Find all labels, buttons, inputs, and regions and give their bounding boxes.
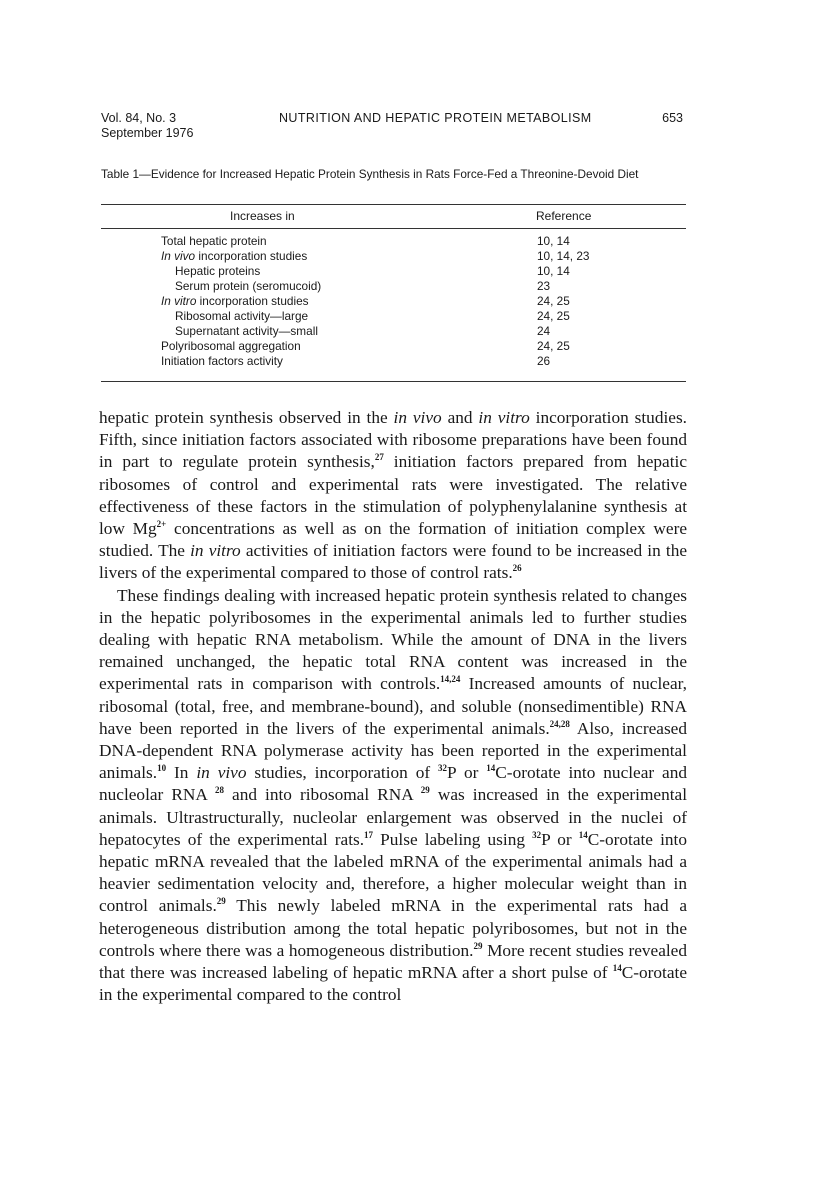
superscript: 14 xyxy=(486,763,496,774)
row-label: Serum protein (seromucoid) xyxy=(175,279,322,293)
running-title: NUTRITION AND HEPATIC PROTEIN METABOLISM xyxy=(279,111,592,125)
issue-date: September 1976 xyxy=(101,126,194,140)
table-row xyxy=(161,339,641,354)
superscript: 32 xyxy=(532,830,542,841)
citation: 28 xyxy=(214,785,224,796)
row-reference: 24, 25 xyxy=(537,309,570,323)
superscript: 32 xyxy=(438,763,448,774)
superscript: 14 xyxy=(612,963,622,974)
column-header-reference: Reference xyxy=(536,209,592,223)
table-row xyxy=(161,309,641,324)
row-label: Hepatic proteins xyxy=(175,264,261,278)
citation: 26 xyxy=(512,563,522,574)
table-row xyxy=(161,249,641,264)
row-reference: 24, 25 xyxy=(537,294,570,308)
citation: 14,24 xyxy=(440,674,461,685)
row-reference: 26 xyxy=(537,354,551,368)
row-reference: 10, 14 xyxy=(537,264,570,278)
table-row xyxy=(161,234,641,249)
column-header-increases: Increases in xyxy=(230,209,295,223)
superscript: 2+ xyxy=(156,519,167,530)
row-label: In vivo incorporation studies xyxy=(161,249,308,263)
row-reference: 10, 14 xyxy=(537,234,570,248)
paragraph: These findings dealing with increased hepatic protein synthesis related to changes in the hepatic polyribosomes in the experimental animals led to further studies dealing with hepatic RNA metabolism. While the amount of DNA in the livers remained unchanged, the hepatic total RNA content was increased in the experimental rats in comparison with controls.$^{14,24}$ Increased amounts of nuclear, ribosomal (total, free, and membrane-bound), and soluble (nonsedimentible) RNA have been reported in the livers of the experimental animals.$^{24,28}$ Also, increased DNA-dependent RNA polymerase activity has been reported in the experimental animals.$^{10}$ In in vivo studies, incorporation of $^{32}$P or $^{14}$C-orotate into nuclear and nucleolar RNA $^{28}$ and into ribosomal RNA $^{29}$ was increased in the experimental animals. Ultrastructurally, nucleolar enlargement was observed in the nuclei of hepatocytes of the experimental rats.$^{17}$ Pulse labeling using $^{32}$P or $^{14}$C-orotate into hepatic mRNA revealed that the labeled mRNA of the experimental animals had a heavier sedimentation velocity and, therefore, a higher molecular weight than in control animals.$^{29}$ This newly labeled mRNA in the experimental rats had a heterogeneous distribution among the total hepatic polyribosomes, but not in the controls where there was a homogeneous distribution.$^{29}$ More recent studies revealed that there was increased labeling of hepatic mRNA after a short pulse of $^{14}$C-orotate in the experimental compared to the control xyxy=(99,585,688,1005)
table-caption: Table 1—Evidence for Increased Hepatic Protein Synthesis in Rats Force-Fed a Threonine-Devoid Diet xyxy=(101,167,639,181)
row-label: Initiation factors activity xyxy=(161,354,283,368)
row-label: Ribosomal activity—large xyxy=(175,309,309,323)
row-label: In vitro incorporation studies xyxy=(161,294,309,308)
citation: 29 xyxy=(473,941,483,952)
citation: 17 xyxy=(364,830,374,841)
table-row xyxy=(161,324,641,339)
citation: 10 xyxy=(157,763,167,774)
superscript: 14 xyxy=(578,830,588,841)
row-label: Polyribosomal aggregation xyxy=(161,339,301,353)
citation: 24,28 xyxy=(549,719,570,730)
row-reference: 23 xyxy=(537,279,551,293)
row-label: Supernatant activity—small xyxy=(175,324,318,338)
row-label: Total hepatic protein xyxy=(161,234,267,248)
page-number: 653 xyxy=(662,111,683,125)
body-text xyxy=(99,407,687,1006)
table-body xyxy=(161,234,641,369)
issue-info xyxy=(101,111,193,141)
table-bottom-rule xyxy=(101,381,686,382)
citation: 27 xyxy=(374,452,384,463)
table-row xyxy=(161,279,641,294)
paragraph: hepatic protein synthesis observed in the in vivo and in vitro incorporation studies. Fifth, since initiation factors associated with ribosome preparations have been found in part to regulate protein synthesis,$^{27}$ initiation factors prepared from hepatic ribosomes of control and experimental rats were investigated. The relative effectiveness of these factors in the stimulation of polyphenylalanine synthesis at low $Mg^{2+}$ concentrations as well as on the formation of initiation complex were studied. The in vitro activities of initiation factors were found to be increased in the livers of the experimental compared to those of control rats.$^{26}$ xyxy=(99,408,687,583)
table-top-rule xyxy=(101,204,686,205)
table-row xyxy=(161,294,641,309)
row-reference: 24, 25 xyxy=(537,339,570,353)
row-reference: 24 xyxy=(537,324,551,338)
table-row xyxy=(161,264,641,279)
citation: 29 xyxy=(216,896,226,907)
volume-number: Vol. 84, No. 3 xyxy=(101,111,177,125)
row-reference: 10, 14, 23 xyxy=(537,249,590,263)
table-header-rule xyxy=(101,228,686,229)
table-row xyxy=(161,354,641,369)
citation: 29 xyxy=(420,785,430,796)
